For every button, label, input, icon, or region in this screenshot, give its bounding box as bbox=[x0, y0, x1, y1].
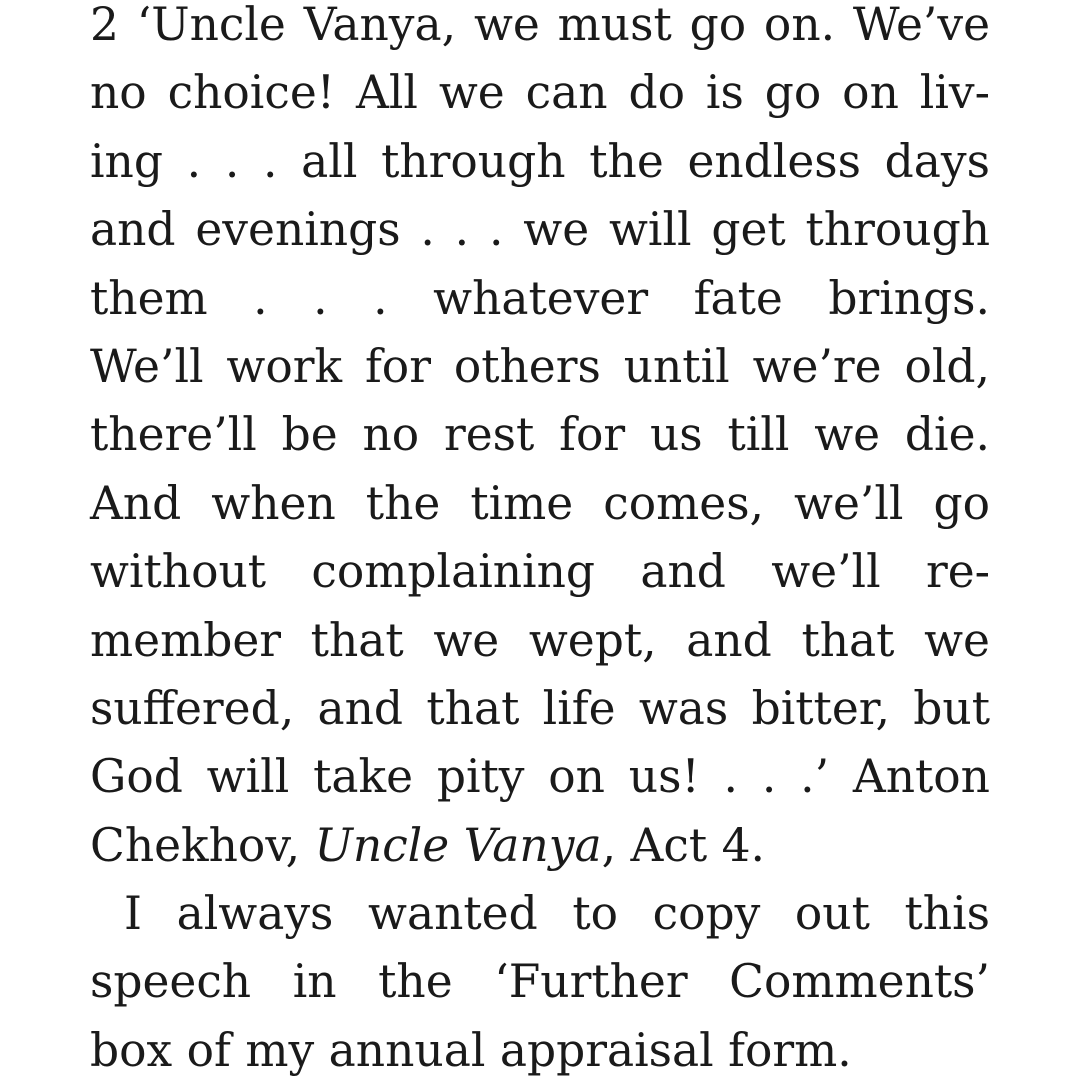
paragraph-line: I always wanted to copy out this bbox=[124, 887, 990, 941]
footnote-line: ing . . . all through the endless days bbox=[90, 134, 990, 188]
citation-act: , Act 4. bbox=[601, 818, 766, 872]
footnote-citation-line bbox=[90, 812, 990, 880]
citation-title: Uncle Vanya bbox=[314, 818, 602, 872]
footnote-line: 2 ‘Uncle Vanya, we must go on. We’ve bbox=[90, 0, 990, 51]
footnote-line: God will take pity on us! . . .’ Anton bbox=[90, 750, 990, 804]
document-page bbox=[90, 0, 990, 1085]
body-paragraph bbox=[90, 880, 990, 1085]
footnote bbox=[90, 0, 990, 880]
footnote-line: there’ll be no rest for us till we die. bbox=[90, 408, 990, 462]
footnote-line: We’ll work for others until we’re old, bbox=[90, 339, 990, 393]
citation-author: Chekhov, bbox=[90, 818, 315, 872]
footnote-line: no choice! All we can do is go on liv- bbox=[90, 66, 990, 120]
footnote-line: And when the time comes, we’ll go bbox=[90, 476, 990, 530]
paragraph-line: box of my annual appraisal form. bbox=[90, 1023, 852, 1077]
footnote-line: and evenings . . . we will get through bbox=[90, 203, 990, 257]
footnote-line: them . . . whatever fate brings. bbox=[90, 271, 990, 325]
footnote-line: without complaining and we’ll re- bbox=[90, 545, 990, 599]
footnote-line: member that we wept, and that we bbox=[90, 613, 990, 667]
paragraph-line: speech in the ‘Further Comments’ bbox=[90, 955, 990, 1009]
footnote-line: suffered, and that life was bitter, but bbox=[90, 681, 990, 735]
